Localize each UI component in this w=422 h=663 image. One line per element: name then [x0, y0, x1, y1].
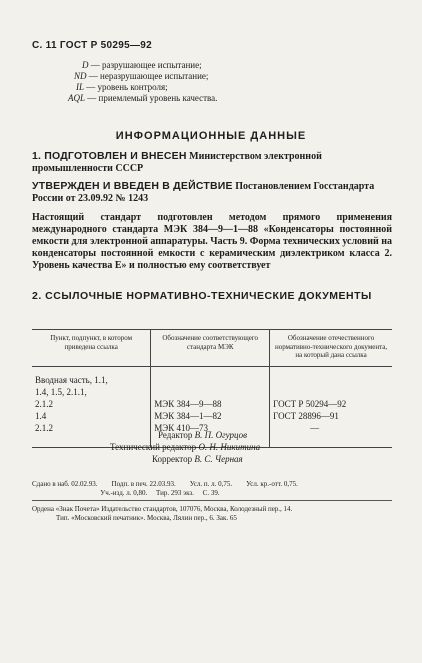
info-item-prepared — [32, 150, 392, 175]
table-cell: МЭК 384—1—82 — [151, 410, 270, 422]
table-header-cell: Обозначение соответствующего стандарта МЭК — [151, 330, 270, 367]
print-info — [32, 480, 392, 498]
abbreviation-desc: — приемлемый уровень качества. — [87, 93, 218, 103]
table-header-row — [32, 330, 392, 367]
table-cell: 1.4, 1.5, 2.1.1, — [35, 386, 87, 397]
publisher-line: Тип. «Московский печатник». Москва, Лялин пер., 6. Зак. 65 — [56, 514, 237, 522]
info-item-text: Постановлением Госстандарта России от 23.09.92 № 1243 — [32, 181, 375, 204]
info-item-standard: Настоящий стандарт подготовлен методом прямого применения международного стандарта МЭК 384—9—1—88 «Конденсаторы постоянной емкости для электронной аппаратуры. Часть 9. Форма технических условий на конденсаторы постоянной емкости с керамическим диэлектриком класса 2. Уровень качества Е» и полностью ему соответствует — [32, 212, 392, 271]
divider — [32, 500, 392, 501]
abbreviation-item — [56, 93, 217, 104]
credit-name: В. С. Черная — [194, 454, 243, 464]
info-item-text: Министерством электронной промышленности СССР — [32, 151, 322, 174]
table-header-cell: Обозначение отечественного нормативно-технического документа, на который дана ссылка — [270, 330, 392, 367]
abbreviation-item — [56, 60, 217, 71]
credit-label: Технический редактор — [110, 442, 197, 452]
info-item-references: 2. ССЫЛОЧНЫЕ НОРМАТИВНО-ТЕХНИЧЕСКИЕ ДОКУМЕНТЫ — [32, 290, 372, 302]
abbreviation-symbol: AQL — [68, 93, 86, 103]
info-heading: ИНФОРМАЦИОННЫЕ ДАННЫЕ — [115, 130, 307, 142]
info-item-caption: 1. ПОДГОТОВЛЕН И ВНЕСЕН — [32, 150, 187, 162]
table-cell: ГОСТ Р 50294—92 — [270, 398, 392, 410]
table-cell: 2.1.2 — [35, 398, 53, 409]
info-item-caption: УТВЕРЖДЕН И ВВЕДЕН В ДЕЙСТВИЕ — [32, 180, 233, 192]
page-header: С. 11 ГОСТ Р 50295—92 — [32, 40, 152, 51]
abbreviation-symbol: ND — [74, 71, 87, 81]
table-cell — [151, 366, 270, 386]
table-cell — [270, 386, 392, 398]
abbreviation-item — [56, 71, 217, 82]
credit-editor — [158, 430, 247, 442]
credit-name: О. Н. Никитина — [198, 442, 261, 452]
table-row — [32, 386, 392, 398]
table-cell: ГОСТ 28896—91 — [270, 410, 392, 422]
abbreviation-symbol: IL — [76, 82, 85, 92]
table-row — [32, 398, 392, 410]
credit-tech-editor — [110, 442, 260, 454]
info-item-approved — [32, 180, 392, 205]
table-row — [32, 410, 392, 422]
table-cell: 1.4 — [35, 410, 47, 421]
credit-corrector — [152, 454, 243, 466]
abbreviation-item — [56, 82, 217, 93]
abbreviation-symbol: D — [82, 60, 89, 70]
print-line: Уч.-изд. л. 0,80. Тир. 293 экз. С. 39. — [32, 489, 220, 497]
table-cell: МЭК 384—9—88 — [151, 398, 270, 410]
publisher-line: Ордена «Знак Почета» Издательство стандартов, 107076, Москва, Колодезный пер., 14. — [32, 505, 293, 513]
abbreviation-desc: — уровень контроля; — [86, 82, 168, 92]
table-header-cell: Пункт, подпункт, в котором приведена ссылка — [32, 330, 151, 367]
table-cell: — — [270, 422, 392, 448]
credit-label: Редактор — [158, 430, 193, 440]
table-row — [32, 366, 392, 386]
table-cell — [151, 386, 270, 398]
table-cell: Вводная часть, 1.1, — [35, 374, 108, 385]
abbreviation-list — [56, 60, 217, 104]
table-cell: МЭК 410—73 — [151, 422, 270, 448]
print-line: Сдано в наб. 02.02.93. Подп. в печ. 22.03.93. Усл. п. л. 0,75. Усл. кр.-отт. 0,75. — [32, 480, 298, 488]
table-cell: 2.1.2 — [35, 422, 53, 433]
abbreviation-desc: — разрушающее испытание; — [90, 60, 202, 70]
table-cell — [270, 366, 392, 386]
credit-name: В. П. Огурцов — [194, 430, 248, 440]
abbreviation-desc: — неразрушающее испытание; — [88, 71, 209, 81]
credit-label: Корректор — [152, 454, 193, 464]
publisher-info — [32, 505, 392, 523]
